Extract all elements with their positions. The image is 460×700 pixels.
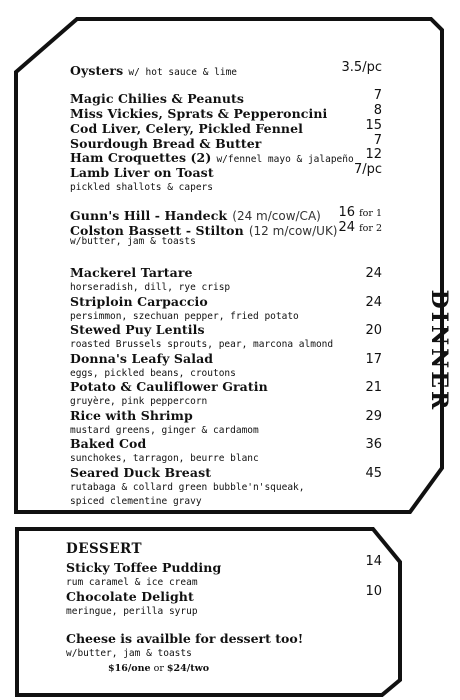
item-desc: gruyère, pink peppercorn [70,396,208,407]
item-desc: persimmon, szechuan pepper, fried potato [70,311,299,322]
price-value: 16 [338,205,356,220]
item-price: 17 [365,352,382,367]
item-price: 8 [373,103,382,118]
item-name: Oysters [70,63,124,78]
item-origin: (24 m/cow/CA) [232,209,321,223]
item-desc: mustard greens, ginger & cardamom [70,425,259,436]
item-price: 29 [365,409,382,424]
menu-item [70,348,382,379]
item-name: Rice with Shrimp [70,408,193,423]
item-name: Magic Chilies & Peanuts [70,91,245,106]
menu-item [70,162,382,193]
item-desc: eggs, pickled beans, croutons [70,368,236,379]
item-name: Colston Bassett - Stilton [70,223,244,238]
menu-item [70,291,382,322]
price-or: or [153,663,164,674]
item-price [338,205,382,220]
item-desc: sunchokes, tarragon, beurre blanc [70,453,259,464]
price-value: 24 [338,220,356,235]
item-name: Chocolate Delight [66,589,194,604]
item-name: Striploin Carpaccio [70,294,208,309]
item-name: Stewed Puy Lentils [70,322,205,337]
price-two: $24/two [166,663,210,674]
item-price: 7 [373,133,382,148]
item-desc: rutabaga & collard green bubble'n'squeak, [70,482,305,493]
dessert-cheese-heading: Cheese is availble for dessert too! [66,631,304,646]
item-price: 14 [365,554,382,569]
item-name: Lamb Liver on Toast [70,165,214,180]
price-note: for 1 [359,208,382,219]
item-name: Sourdough Bread & Butter [70,136,262,151]
menu-item [70,376,382,407]
menu-item [70,319,382,350]
menu-item [70,462,382,507]
price-one: $16/one [108,663,151,674]
item-price: 36 [365,437,382,452]
item-origin: (12 m/cow/UK) [248,224,338,238]
menu-item [70,405,382,436]
item-name: Mackerel Tartare [70,265,193,280]
item-desc: rum caramel & ice cream [66,577,198,588]
item-price: 20 [365,323,382,338]
item-note: w/fennel mayo & jalapeño [216,154,354,165]
dessert-title: DESSERT [66,541,143,557]
item-name: Potato & Cauliflower Gratin [70,379,268,394]
item-name: Cod Liver, Celery, Pickled Fennel [70,121,304,136]
item-desc: pickled shallots & capers [70,182,213,193]
item-price: 3.5/pc [341,60,382,75]
dessert-item [66,586,382,617]
item-price: 12 [365,147,382,162]
menu-item-oysters [70,60,382,79]
item-desc-continued: spiced clementine gravy [70,496,202,507]
item-price: 7/pc [353,162,382,177]
item-price: 24 [365,266,382,281]
item-name: Sticky Toffee Pudding [66,560,222,575]
item-price: 15 [365,118,382,133]
cheese-note: w/butter, jam & toasts [70,236,196,247]
dessert-cheese-note: w/butter, jam & toasts [66,648,192,659]
item-name: Donna's Leafy Salad [70,351,214,366]
menu-item [70,262,382,293]
item-price: 45 [365,466,382,481]
item-desc: meringue, perilla syrup [66,606,198,617]
item-name: Baked Cod [70,436,147,451]
item-name: Seared Duck Breast [70,465,212,480]
dinner-side-label: DINNER [426,289,452,413]
item-desc: horseradish, dill, rye crisp [70,282,231,293]
item-price: 21 [365,380,382,395]
item-name: Gunn's Hill - Handeck [70,208,228,223]
price-note: for 2 [359,223,382,234]
item-note: w/ hot sauce & lime [128,67,238,78]
item-price [338,220,382,235]
menu-item [70,433,382,464]
item-price: 24 [365,295,382,310]
dessert-cheese-price [66,663,382,674]
item-name: Miss Vickies, Sprats & Pepperoncini [70,106,328,121]
dessert-cheese [66,631,382,674]
dessert-item [66,554,382,588]
item-price: 10 [365,584,382,599]
item-name: Ham Croquettes (2) [70,150,212,165]
item-desc: roasted Brussels sprouts, pear, marcona almond [70,339,334,350]
item-price: 7 [373,88,382,103]
